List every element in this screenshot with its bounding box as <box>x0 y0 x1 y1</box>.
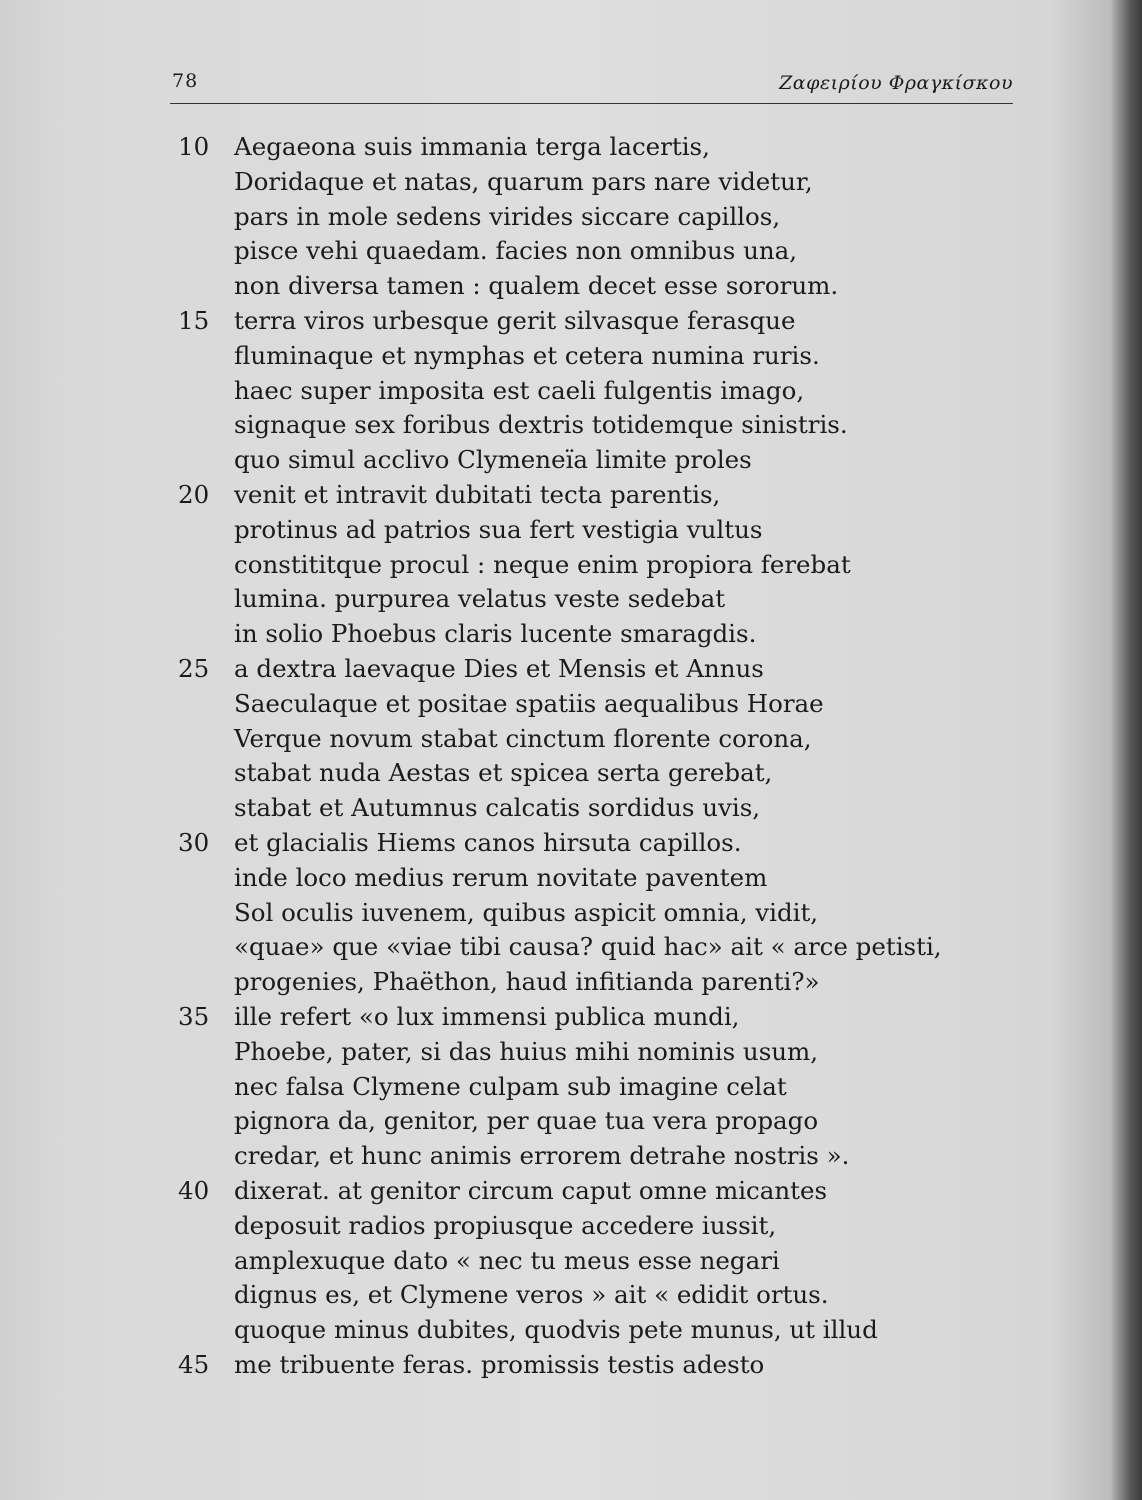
verse-text: et glacialis Hiems canos hirsuta capillos. <box>234 827 742 857</box>
verse-line <box>0 304 1142 339</box>
line-number: 25 <box>178 653 210 683</box>
verse-text: nec falsa Clymene culpam sub imagine celat <box>234 1071 787 1101</box>
page-number: 78 <box>172 70 199 92</box>
verse-text: Phoebe, pater, si das huius mihi nominis usum, <box>234 1036 819 1066</box>
verse-line <box>0 1000 1142 1035</box>
verse-text: deposuit radios propiusque accedere iussit, <box>234 1210 777 1240</box>
verse-text: amplexuque dato « nec tu meus esse negari <box>234 1245 780 1275</box>
verse-text: terra viros urbesque gerit silvasque ferasque <box>234 305 796 335</box>
verse-line <box>0 617 1142 652</box>
verse-line <box>0 478 1142 513</box>
verse-line <box>0 722 1142 757</box>
verse-text: stabat nuda Aestas et spicea serta gerebat, <box>234 758 773 788</box>
verse-text: pars in mole sedens virides siccare capillos, <box>234 201 781 231</box>
verse-line <box>0 1104 1142 1139</box>
verse-line <box>0 1313 1142 1348</box>
verse-line <box>0 687 1142 722</box>
verse-text: credar, et hunc animis errorem detrahe nostris ». <box>234 1141 850 1171</box>
line-number: 20 <box>178 479 210 509</box>
verse-text: Saeculaque et positae spatiis aequalibus Horae <box>234 688 824 718</box>
line-number: 30 <box>178 827 210 857</box>
verse-text: in solio Phoebus claris lucente smaragdis. <box>234 619 757 649</box>
verse-text: haec super imposita est caeli fulgentis imago, <box>234 375 805 405</box>
verse-text: non diversa tamen : qualem decet esse sororum. <box>234 271 839 301</box>
verse-line <box>0 582 1142 617</box>
verse-text: «quae» que «viae tibi causa? quid hac» ait « arce petisti, <box>234 932 942 962</box>
verse-text: lumina. purpurea velatus veste sedebat <box>234 584 726 614</box>
verse-line <box>0 1278 1142 1313</box>
line-number: 40 <box>178 1175 210 1205</box>
verse-text: a dextra laevaque Dies et Mensis et Annus <box>234 653 764 683</box>
header-rule <box>170 103 1013 104</box>
verse-text: Doridaque et natas, quarum pars nare videtur, <box>234 166 813 196</box>
verse-line <box>0 756 1142 791</box>
line-number: 35 <box>178 1001 210 1031</box>
verse-line <box>0 791 1142 826</box>
verse-text: signaque sex foribus dextris totidemque sinistris. <box>234 410 848 440</box>
verse-line <box>0 930 1142 965</box>
verse-line <box>0 826 1142 861</box>
line-number: 10 <box>178 132 210 161</box>
verse-line <box>0 652 1142 687</box>
verse-line <box>0 234 1142 269</box>
verse-line <box>0 1209 1142 1244</box>
verse-line <box>0 374 1142 409</box>
running-title: Ζαφειρίου Φραγκίσκου <box>779 72 1013 94</box>
verse-text: venit et intravit dubitati tecta parentis, <box>234 479 721 509</box>
verse-text: quoque minus dubites, quodvis pete munus, ut illud <box>234 1315 878 1345</box>
verse-line <box>0 165 1142 200</box>
line-number: 45 <box>178 1349 210 1379</box>
verse-block <box>0 130 1142 1383</box>
verse-line <box>0 339 1142 374</box>
verse-line <box>0 1174 1142 1209</box>
verse-line <box>0 1139 1142 1174</box>
line-number: 15 <box>178 305 210 335</box>
verse-text: stabat et Autumnus calcatis sordidus uvis, <box>234 793 761 823</box>
verse-line <box>0 1035 1142 1070</box>
verse-text: progenies, Phaëthon, haud infitianda parenti?» <box>234 967 820 997</box>
verse-line <box>0 1070 1142 1105</box>
verse-text: me tribuente feras. promissis testis adesto <box>234 1349 765 1379</box>
verse-text: fluminaque et nymphas et cetera numina ruris. <box>234 340 820 370</box>
verse-text: constititque procul : neque enim propiora ferebat <box>234 549 851 579</box>
verse-line <box>0 548 1142 583</box>
verse-line <box>0 130 1142 165</box>
verse-line <box>0 443 1142 478</box>
verse-line <box>0 408 1142 443</box>
verse-text: ille refert «o lux immensi publica mundi, <box>234 1001 740 1031</box>
verse-text: dixerat. at genitor circum caput omne micantes <box>234 1175 828 1205</box>
verse-text: quo simul acclivo Clymeneïa limite proles <box>234 445 752 475</box>
verse-text: Sol oculis iuvenem, quibus aspicit omnia, vidit, <box>234 897 819 927</box>
page-header <box>170 64 1013 102</box>
verse-text: Aegaeona suis immania terga lacertis, <box>234 132 710 161</box>
verse-text: protinus ad patrios sua fert vestigia vultus <box>234 514 763 544</box>
verse-line <box>0 200 1142 235</box>
verse-text: inde loco medius rerum novitate paventem <box>234 862 768 892</box>
verse-line <box>0 965 1142 1000</box>
verse-line <box>0 896 1142 931</box>
verse-text: Verque novum stabat cinctum florente corona, <box>234 723 812 753</box>
verse-line <box>0 1244 1142 1279</box>
verse-text: pignora da, genitor, per quae tua vera propago <box>234 1106 819 1136</box>
verse-text: pisce vehi quaedam. facies non omnibus una, <box>234 236 798 266</box>
verse-text: dignus es, et Clymene veros » ait « edidit ortus. <box>234 1280 829 1310</box>
verse-line <box>0 861 1142 896</box>
verse-line <box>0 513 1142 548</box>
verse-line <box>0 269 1142 304</box>
verse-line <box>0 1348 1142 1383</box>
